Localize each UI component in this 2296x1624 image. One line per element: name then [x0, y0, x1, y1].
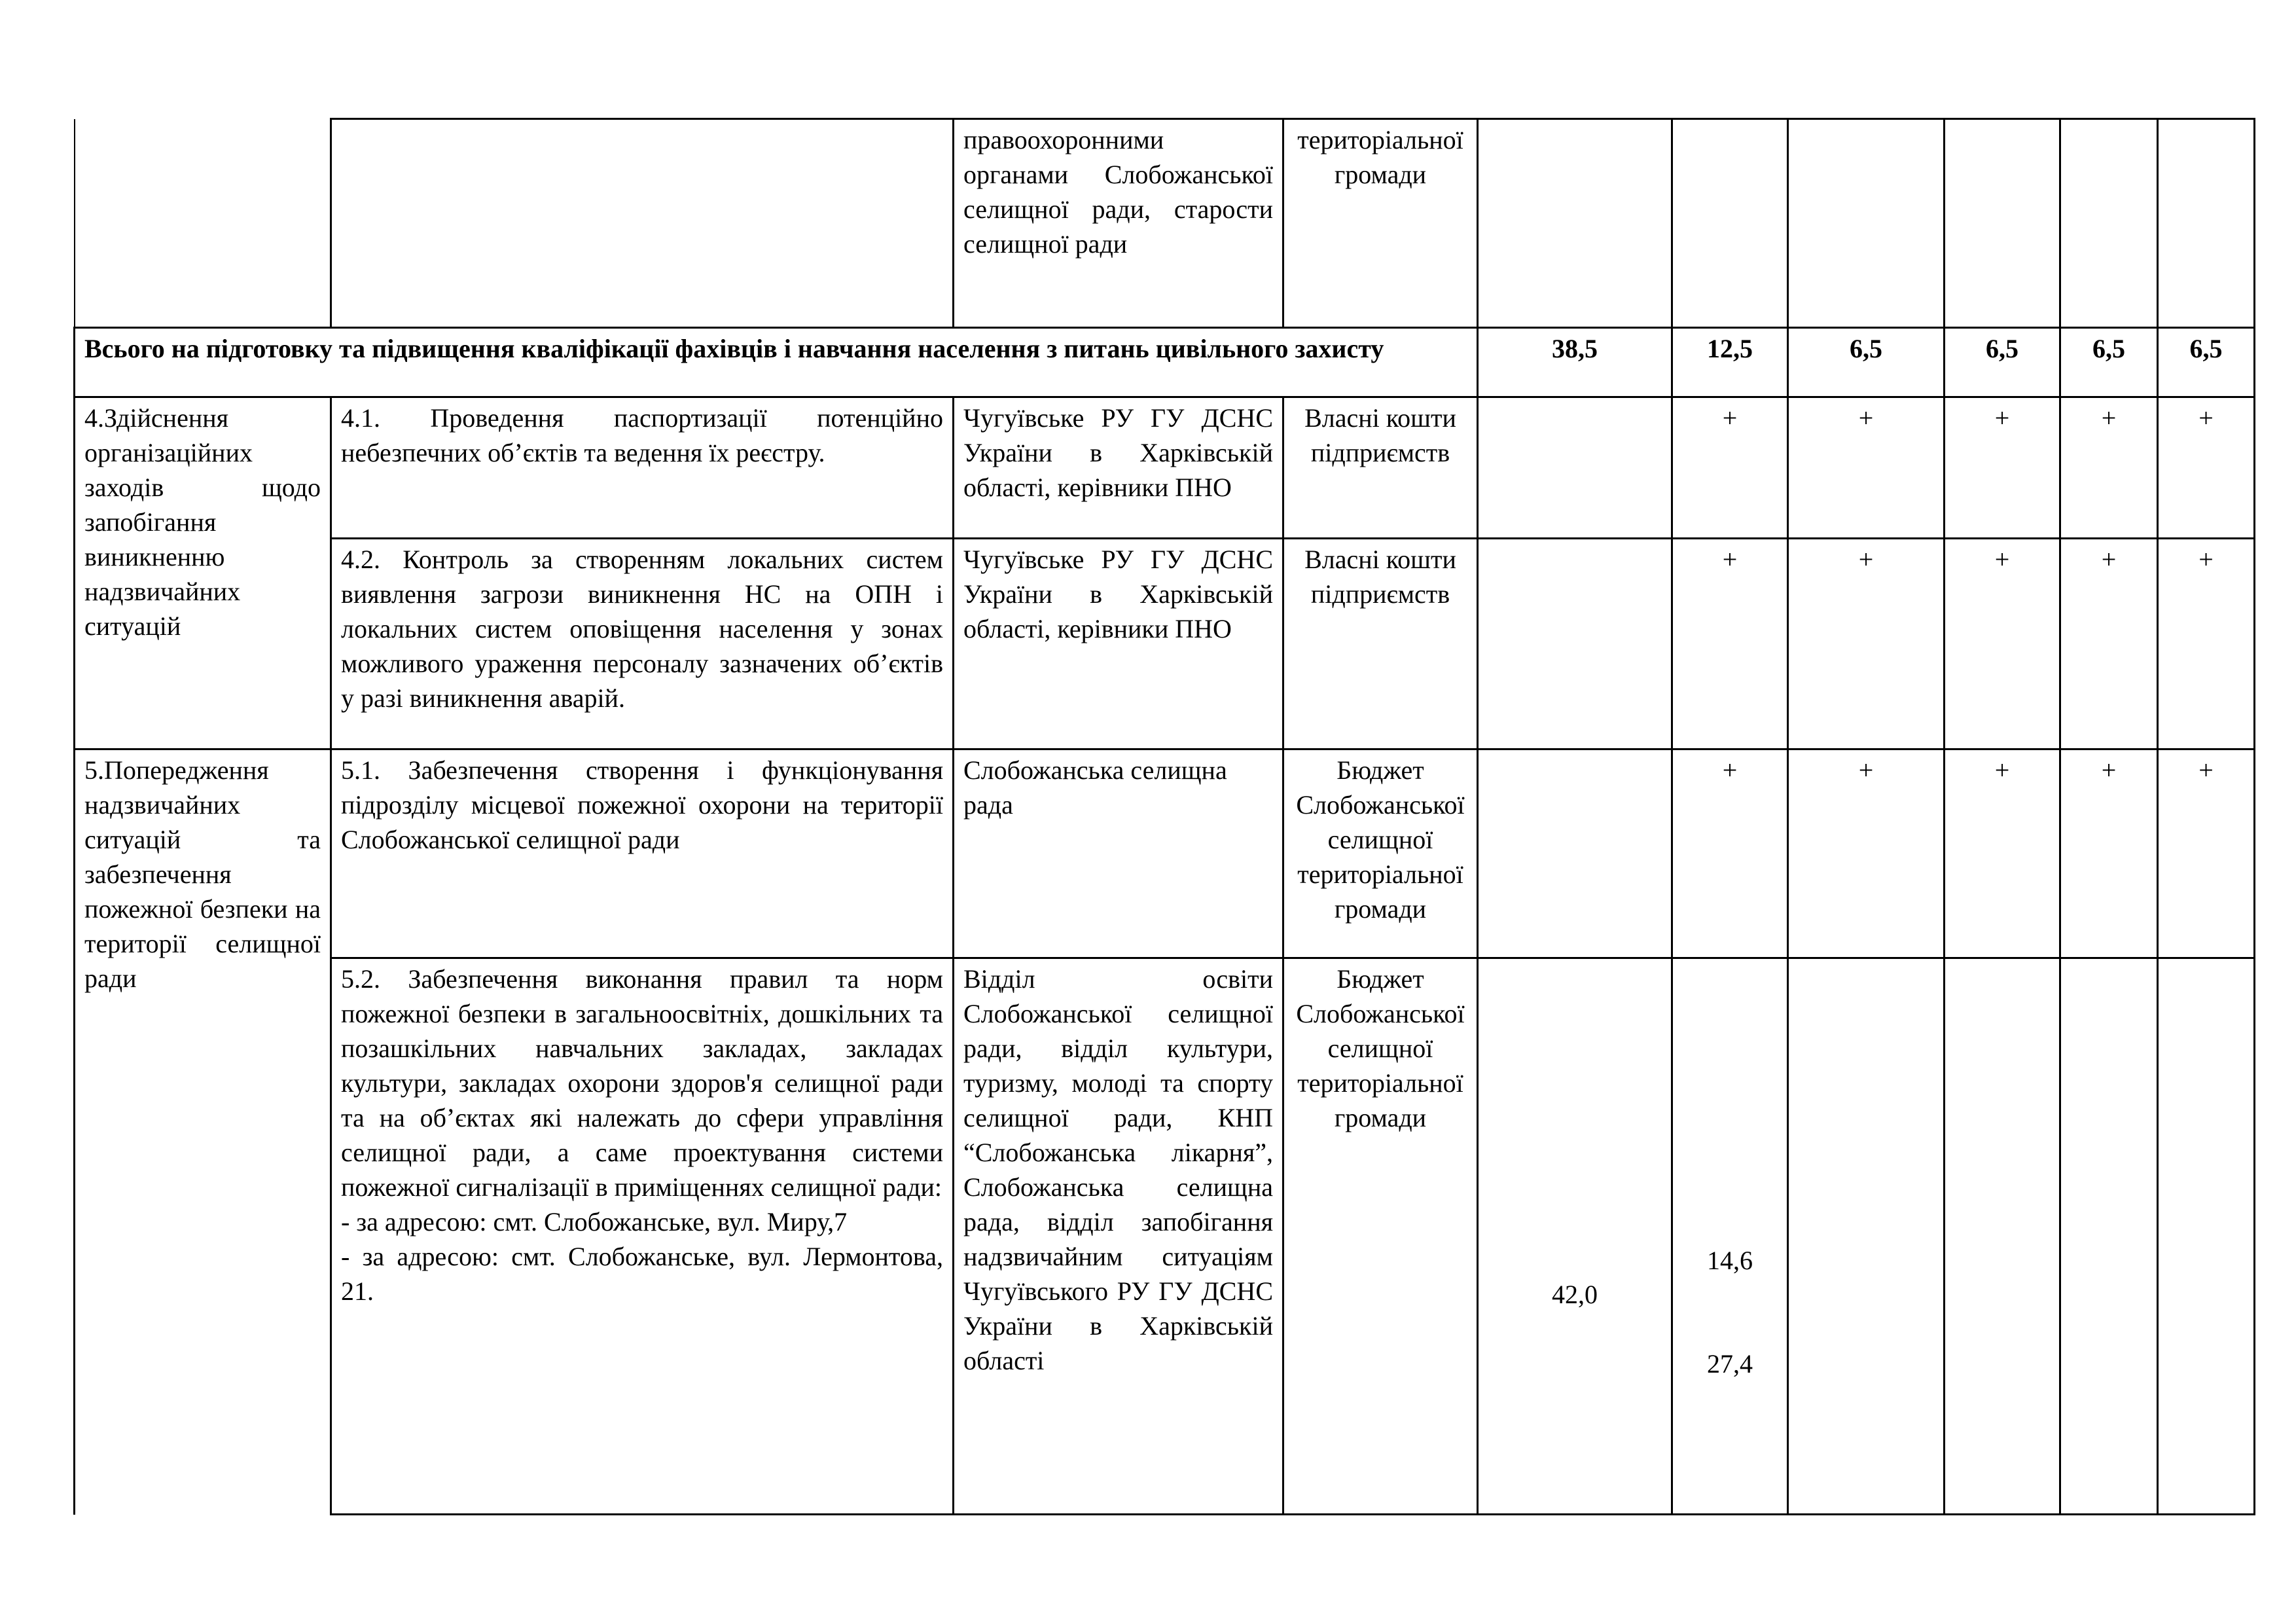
plus-mark: + — [1788, 539, 1945, 749]
total-label: Всього на підготовку та підвищення кваліфікації фахівців і навчання населення з питань цивільного захисту — [75, 328, 1478, 397]
plus-mark: + — [1788, 749, 1945, 958]
executor-cell: правоохоронними органами Слобожанської селищної ради, старости селищної ради — [954, 119, 1283, 328]
table-row — [75, 539, 2255, 749]
task-text: 5.2. Забезпечення виконання правил та норм пожежної безпеки в загальноосвітніх, дошкільних та позашкільних навчальних закладах, закладах культури, закладах охорони здоров'я селищної ради та на об’єктах які належать до сфери управління селищної ради, а саме проектування системи пожежної сигналізації в приміщеннях селищної ради: — [341, 964, 943, 1202]
total-value: 6,5 — [2060, 328, 2158, 397]
task-cell — [331, 958, 954, 1515]
task-cell: 4.1. Проведення паспортизації потенційно небезпечних об’єктів та ведення їх реєстру. — [331, 397, 954, 539]
source-cell: Бюджет Слобожанської селищної територіальної громади — [1283, 749, 1478, 958]
source-cell: Власні кошти підприємств — [1283, 539, 1478, 749]
total-value: 6,5 — [1945, 328, 2060, 397]
total-value: 6,5 — [2158, 328, 2255, 397]
plus-mark: + — [2158, 749, 2255, 958]
plus-mark: + — [1672, 397, 1788, 539]
table-row — [75, 119, 2255, 328]
executor-cell: Чугуївське РУ ГУ ДСНС України в Харківській області, керівники ПНО — [954, 539, 1283, 749]
source-cell: Бюджет Слобожанської селищної територіальної громади — [1283, 958, 1478, 1515]
section-title: 5.Попередження надзвичайних ситуацій та забезпечення пожежної безпеки на території селищної ради — [75, 749, 331, 1515]
plus-mark: + — [2158, 397, 2255, 539]
section-cell — [75, 119, 331, 328]
table-row — [75, 958, 2255, 1515]
table-row — [75, 397, 2255, 539]
year-amount: 27,4 — [1707, 1349, 1753, 1379]
plus-mark: + — [1788, 397, 1945, 539]
section-title: 4.Здійснення організаційних заходів щодо запобігання виникненню надзвичайних ситуацій — [75, 397, 331, 749]
source-cell: територіальної громади — [1283, 119, 1478, 328]
task-cell — [331, 119, 954, 328]
executor-cell: Слобожанська селищна рада — [954, 749, 1283, 958]
address-line: - за адресою: смт. Слобожанське, вул. Лермонтова, 21. — [341, 1242, 943, 1306]
plus-mark: + — [2060, 397, 2158, 539]
plus-mark: + — [2158, 539, 2255, 749]
total-value: 12,5 — [1672, 328, 1788, 397]
task-cell: 4.2. Контроль за створенням локальних систем виявлення загрози виникнення НС на ОПН і локальних систем оповіщення населення у зонах можливого ураження персоналу зазначених об’єктів у разі виникнення аварій. — [331, 539, 954, 749]
total-row — [75, 328, 2255, 397]
address-line: - за адресою: смт. Слобожанське, вул. Миру,7 — [341, 1207, 848, 1236]
source-cell: Власні кошти підприємств — [1283, 397, 1478, 539]
table-row — [75, 749, 2255, 958]
task-cell: 5.1. Забезпечення створення і функціонування підрозділу місцевої пожежної охорони на території Слобожанської селищної ради — [331, 749, 954, 958]
plus-mark: + — [1945, 539, 2060, 749]
plus-mark: + — [2060, 749, 2158, 958]
program-table — [73, 118, 2255, 1515]
total-cell — [1478, 958, 1672, 1515]
plus-mark: + — [1672, 539, 1788, 749]
year-amount: 14,6 — [1707, 1246, 1753, 1275]
total-value: 38,5 — [1478, 328, 1672, 397]
plus-mark: + — [1672, 749, 1788, 958]
plus-mark: + — [1945, 749, 2060, 958]
plus-mark: + — [2060, 539, 2158, 749]
plus-mark: + — [1945, 397, 2060, 539]
total-amount: 42,0 — [1552, 1280, 1598, 1309]
executor-cell: Відділ освіти Слобожанської селищної ради, відділ культури, туризму, молоді та спорту селищної ради, КНП “Слобожанська лікарня”, Слобожанська селищна рада, відділ запобігання надзвичайним ситуаціям Чугуївського РУ ГУ ДСНС України в Харківській області — [954, 958, 1283, 1515]
total-value: 6,5 — [1788, 328, 1945, 397]
year-cell — [1672, 958, 1788, 1515]
executor-cell: Чугуївське РУ ГУ ДСНС України в Харківській області, керівники ПНО — [954, 397, 1283, 539]
